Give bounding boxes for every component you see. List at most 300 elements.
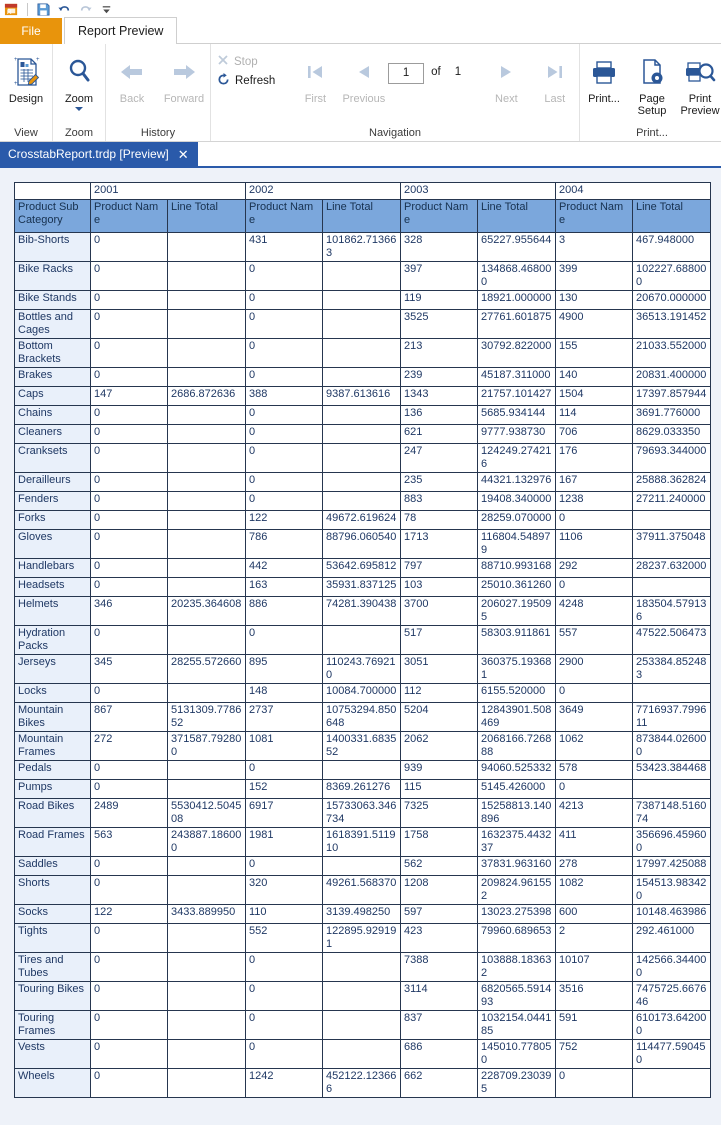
report-cell: 895 [246,655,323,684]
report-cell: 28259.070000 [478,511,556,530]
refresh-button[interactable] [211,71,291,91]
report-cell: 371587.792800 [168,732,246,761]
report-corner-cell [15,183,91,200]
table-row[interactable] [15,857,711,876]
table-row[interactable] [15,368,711,387]
design-button-label: Design [8,93,44,105]
report-cell: 2737 [246,703,323,732]
save-icon[interactable] [36,2,51,17]
report-cell: 0 [246,761,323,780]
report-cell [633,1069,711,1098]
report-cell: 47522.506473 [633,626,711,655]
report-cell: 0 [91,291,168,310]
report-cell: 1981 [246,828,323,857]
report-row-category: Cleaners [15,425,91,444]
report-cell: 5530412.504508 [168,799,246,828]
report-year-header: 2001 [91,183,246,200]
report-cell: 58303.911861 [478,626,556,655]
report-cell: 7475725.667646 [633,982,711,1011]
report-cell: 0 [246,310,323,339]
report-cell: 30792.822000 [478,339,556,368]
report-cell: 0 [246,1011,323,1040]
report-cell: 1238 [556,492,633,511]
next-page-button-label: Next [495,93,518,105]
table-row[interactable] [15,597,711,626]
report-row-category: Wheels [15,1069,91,1098]
report-cell: 0 [556,1069,633,1098]
report-cell: 873844.026000 [633,732,711,761]
report-cell: 0 [91,684,168,703]
table-row[interactable] [15,559,711,578]
report-cell: 65227.955644 [478,233,556,262]
table-row[interactable] [15,982,711,1011]
tab-report-preview[interactable] [64,17,177,44]
report-cell: 1032154.044185 [478,1011,556,1040]
report-cell: 939 [401,761,478,780]
report-cell: 88796.060540 [323,530,401,559]
report-cell: 18921.000000 [478,291,556,310]
ribbon-group-zoom-label: Zoom [64,126,94,139]
printer-icon [587,51,621,93]
page-count-label: 1 [454,66,462,78]
report-cell: 3649 [556,703,633,732]
qat-divider [27,3,28,16]
report-cell [168,761,246,780]
table-row[interactable] [15,1040,711,1069]
report-cell: 837 [401,1011,478,1040]
report-cell [168,492,246,511]
next-page-button [482,48,530,105]
first-page-icon [300,51,330,93]
report-column-header: Product Name [91,200,168,233]
back-button [106,48,158,105]
report-canvas[interactable] [0,168,721,1125]
report-cell: 49261.568370 [323,876,401,905]
tab-report-preview-label: Report Preview [78,24,164,38]
report-cell: 28237.632000 [633,559,711,578]
report-cell: 17997.425088 [633,857,711,876]
report-cell: 278 [556,857,633,876]
document-tab-label: CrosstabReport.trdp [Preview] [8,147,169,161]
report-cell: 0 [246,857,323,876]
report-cell: 114477.590450 [633,1040,711,1069]
report-cell: 140 [556,368,633,387]
report-row-category: Saddles [15,857,91,876]
report-cell: 442 [246,559,323,578]
report-cell [323,310,401,339]
report-cell: 27211.240000 [633,492,711,511]
report-cell: 0 [556,684,633,703]
report-cell: 147 [91,387,168,406]
print-preview-button[interactable] [676,48,721,117]
report-column-header: Line Total [478,200,556,233]
report-cell: 786 [246,530,323,559]
report-cell: 25888.362824 [633,473,711,492]
chevron-down-icon[interactable] [75,107,83,111]
report-cell: 360375.193681 [478,655,556,684]
report-cell: 0 [91,1011,168,1040]
report-cell: 152 [246,780,323,799]
report-cell: 243887.186000 [168,828,246,857]
report-cell: 10753294.850648 [323,703,401,732]
ribbon-group-zoom [52,44,105,141]
table-row[interactable] [15,1069,711,1098]
report-cell: 4248 [556,597,633,626]
report-cell: 1106 [556,530,633,559]
report-cell: 1618391.511910 [323,828,401,857]
close-x-icon [217,54,229,69]
report-cell [168,1069,246,1098]
report-row-category: Bike Stands [15,291,91,310]
table-row[interactable] [15,1011,711,1040]
report-cell: 3051 [401,655,478,684]
table-row[interactable] [15,828,711,857]
report-cell: 94060.525332 [478,761,556,780]
report-cell: 79693.344000 [633,444,711,473]
report-cell: 45187.311000 [478,368,556,387]
report-row-category: Mountain Bikes [15,703,91,732]
report-row-category: Headsets [15,578,91,597]
report-cell: 15733063.346734 [323,799,401,828]
report-cell: 0 [246,444,323,473]
report-cell [323,857,401,876]
report-cell: 1758 [401,828,478,857]
report-cell: 328 [401,233,478,262]
report-cell: 2686.872636 [168,387,246,406]
report-cell: 1062 [556,732,633,761]
report-cell: 145010.778050 [478,1040,556,1069]
report-cell: 0 [246,492,323,511]
ribbon-group-navigation-label: Navigation [369,126,421,139]
report-cell: 1082 [556,876,633,905]
table-row[interactable] [15,444,711,473]
table-row[interactable] [15,291,711,310]
report-cell: 0 [91,262,168,291]
table-row[interactable] [15,511,711,530]
report-cell: 1632375.443237 [478,828,556,857]
report-cell: 122 [246,511,323,530]
report-cell [168,1040,246,1069]
document-tab-crosstabreport[interactable] [0,142,198,166]
report-cell [168,626,246,655]
report-cell: 9777.938730 [478,425,556,444]
report-cell: 19408.340000 [478,492,556,511]
undo-icon[interactable] [57,2,72,17]
report-cell: 5685.934144 [478,406,556,425]
table-row[interactable] [15,953,711,982]
stop-button-label: Stop [234,55,258,68]
report-cell [168,982,246,1011]
report-cell: 101862.713663 [323,233,401,262]
ribbon-tabstrip [0,18,721,44]
table-row[interactable] [15,799,711,828]
report-cell: 116804.548979 [478,530,556,559]
report-cell: 0 [246,953,323,982]
report-cell: 6820565.591493 [478,982,556,1011]
report-cell: 112 [401,684,478,703]
report-cell [323,291,401,310]
svg-text:+: + [14,57,18,63]
report-cell: 13023.275398 [478,905,556,924]
report-row-category: Handlebars [15,559,91,578]
report-row-category: Bottles and Cages [15,310,91,339]
report-cell: 53642.695812 [323,559,401,578]
report-row-category: Helmets [15,597,91,626]
table-row[interactable] [15,684,711,703]
table-row[interactable] [15,233,711,262]
table-row[interactable] [15,761,711,780]
design-icon [10,51,42,93]
report-cell: 5131309.778652 [168,703,246,732]
report-cell [168,953,246,982]
report-cell: 136 [401,406,478,425]
design-button[interactable] [0,48,52,105]
report-cell: 6917 [246,799,323,828]
report-cell: 0 [91,924,168,953]
table-row[interactable] [15,924,711,953]
page-setup-button-label2: Setup [637,105,667,117]
report-cell: 0 [91,982,168,1011]
report-cell: 0 [91,953,168,982]
report-cell: 0 [246,626,323,655]
report-cell [168,924,246,953]
report-cell: 134868.468000 [478,262,556,291]
report-cell: 8629.033350 [633,425,711,444]
print-button[interactable] [580,48,628,105]
report-cell: 0 [556,780,633,799]
report-cell: 7716937.799611 [633,703,711,732]
report-cell [323,492,401,511]
table-row[interactable] [15,262,711,291]
ribbon-group-view-label: View [14,126,38,139]
report-cell: 176 [556,444,633,473]
last-page-button [531,48,579,105]
table-row[interactable] [15,387,711,406]
report-cell: 74281.390438 [323,597,401,626]
report-cell: 10148.463986 [633,905,711,924]
report-cell: 3525 [401,310,478,339]
table-row[interactable] [15,578,711,597]
report-cell: 0 [91,1040,168,1069]
table-row[interactable] [15,655,711,684]
report-cell: 597 [401,905,478,924]
arrow-left-icon [115,51,149,93]
print-preview-button-label2: Preview [680,105,720,117]
table-row[interactable] [15,703,711,732]
report-cell: 119 [401,291,478,310]
report-cell: 0 [246,368,323,387]
report-cell: 79960.689653 [478,924,556,953]
report-cell: 399 [556,262,633,291]
table-row[interactable] [15,492,711,511]
page-number-input[interactable]: 1 [388,63,424,84]
report-cell: 114 [556,406,633,425]
report-cell [168,578,246,597]
report-row-category: Locks [15,684,91,703]
report-row-category: Bib-Shorts [15,233,91,262]
report-cell: 0 [91,492,168,511]
report-cell: 411 [556,828,633,857]
table-row[interactable] [15,530,711,559]
report-row-category: Gloves [15,530,91,559]
report-cell: 0 [91,780,168,799]
report-cell: 27761.601875 [478,310,556,339]
document-tabbar [0,142,721,168]
report-row-category: Chains [15,406,91,425]
report-cell: 213 [401,339,478,368]
report-cell: 10084.700000 [323,684,401,703]
report-cell: 148 [246,684,323,703]
report-cell: 49672.619624 [323,511,401,530]
report-cell [168,530,246,559]
report-cell: 209824.961552 [478,876,556,905]
table-row[interactable] [15,780,711,799]
table-row[interactable] [15,876,711,905]
forward-button [158,48,210,105]
report-cell: 0 [91,626,168,655]
report-cell [168,291,246,310]
page-of-label: of [431,66,441,78]
report-cell: 130 [556,291,633,310]
table-row[interactable] [15,732,711,761]
report-cell [323,444,401,473]
table-row[interactable] [15,406,711,425]
report-cell: 0 [246,425,323,444]
report-cell: 35931.837125 [323,578,401,597]
report-cell: 25010.361260 [478,578,556,597]
report-cell: 397 [401,262,478,291]
report-cell: 686 [401,1040,478,1069]
report-cell: 44321.132976 [478,473,556,492]
zoom-button[interactable] [53,48,105,111]
table-row[interactable] [15,626,711,655]
report-cell: 9387.613616 [323,387,401,406]
report-cell: 0 [91,339,168,368]
report-cell [323,406,401,425]
report-cell: 4213 [556,799,633,828]
report-cell: 15258813.140896 [478,799,556,828]
next-page-icon [491,51,521,93]
report-cell: 591 [556,1011,633,1040]
print-preview-icon [683,51,717,93]
column-header-row [15,200,711,233]
table-row[interactable] [15,310,711,339]
report-cell: 102227.688000 [633,262,711,291]
report-row-category: Bottom Brackets [15,339,91,368]
report-cell [168,262,246,291]
report-row-category: Vests [15,1040,91,1069]
table-row[interactable] [15,425,711,444]
report-cell: 1400331.683552 [323,732,401,761]
report-cell: 28255.572660 [168,655,246,684]
report-cell: 3691.776000 [633,406,711,425]
report-cell: 122895.929191 [323,924,401,953]
report-cell: 1208 [401,876,478,905]
report-cell: 557 [556,626,633,655]
report-cell: 452122.123666 [323,1069,401,1098]
report-cell: 6155.520000 [478,684,556,703]
report-cell: 37911.375048 [633,530,711,559]
page-setup-button[interactable] [628,48,676,117]
report-cell [323,368,401,387]
report-cell: 610173.642000 [633,1011,711,1040]
report-table-body [15,183,711,1098]
report-cell: 0 [91,511,168,530]
report-cell [168,233,246,262]
report-cell [323,473,401,492]
stop-button [211,52,291,71]
report-cell [633,578,711,597]
report-cell: 0 [91,233,168,262]
report-row-category: Jerseys [15,655,91,684]
report-cell: 0 [91,406,168,425]
report-cell: 292.461000 [633,924,711,953]
report-year-header: 2004 [556,183,711,200]
report-cell: 122 [91,905,168,924]
report-column-header: Line Total [168,200,246,233]
redo-icon [78,2,93,17]
report-column-header: Line Total [633,200,711,233]
report-cell: 0 [246,262,323,291]
table-row[interactable] [15,905,711,924]
report-cell [168,339,246,368]
report-cell: 228709.230395 [478,1069,556,1098]
report-cell: 431 [246,233,323,262]
report-cell: 1343 [401,387,478,406]
report-cell: 0 [246,291,323,310]
tab-file[interactable] [0,18,62,44]
report-cell: 0 [91,857,168,876]
report-cell [168,876,246,905]
report-cell: 239 [401,368,478,387]
report-cell: 2900 [556,655,633,684]
report-cell: 1713 [401,530,478,559]
report-cell: 292 [556,559,633,578]
report-cell: 2068166.726888 [478,732,556,761]
report-cell: 346 [91,597,168,626]
report-cell: 1504 [556,387,633,406]
close-icon[interactable]: ✕ [177,146,189,162]
report-cell: 517 [401,626,478,655]
report-row-category: Derailleurs [15,473,91,492]
report-cell: 356696.459600 [633,828,711,857]
report-year-header: 2003 [401,183,556,200]
quick-access-toolbar [0,0,721,18]
report-cell: 345 [91,655,168,684]
page-setup-icon [635,51,669,93]
report-cell: 7325 [401,799,478,828]
report-cell: 7388 [401,953,478,982]
report-row-category: Forks [15,511,91,530]
report-cell: 272 [91,732,168,761]
report-cell: 886 [246,597,323,626]
report-cell: 88710.993168 [478,559,556,578]
customize-qat-icon[interactable] [99,2,114,17]
report-cell [168,406,246,425]
table-row[interactable] [15,473,711,492]
table-row[interactable] [15,339,711,368]
report-cell [323,425,401,444]
ribbon-group-print-label: Print... [636,126,668,139]
report-cell [323,953,401,982]
report-cell: 3139.498250 [323,905,401,924]
report-year-header: 2002 [246,183,401,200]
page-navigator [388,48,468,84]
report-column-header: Product Name [556,200,633,233]
report-cell: 115 [401,780,478,799]
report-cell: 467.948000 [633,233,711,262]
report-cell [323,1040,401,1069]
